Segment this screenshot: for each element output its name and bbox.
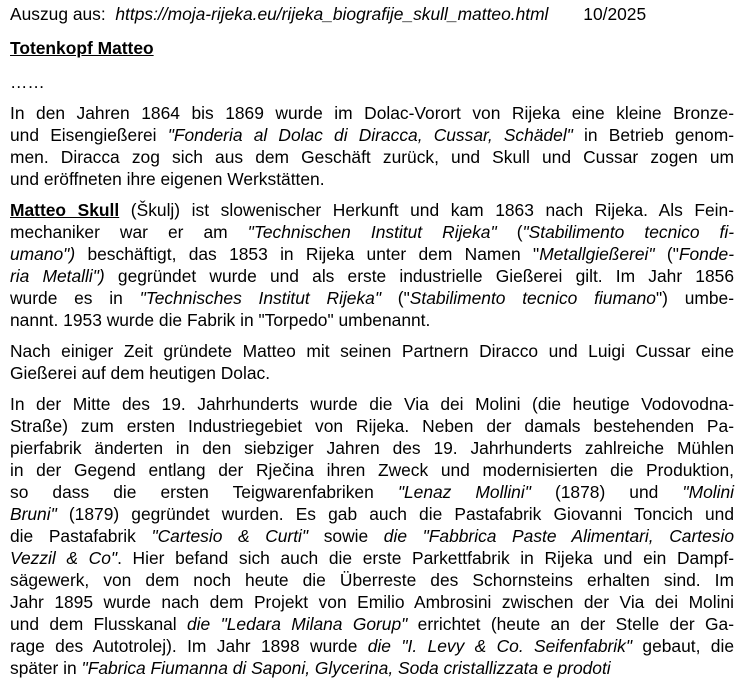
text-run: pierfabrik änderten in den siebziger Jahren des 19. Jahrhunderts zahlreiche Mühlen (10, 438, 734, 458)
italic-text: "Fabrica Fiumanna di Saponi, Glycerina, Soda cristallizzata e prodoti (81, 658, 611, 678)
text-run: Jahr 1895 wurde nach dem Projekt von Emilio Ambrosini zwischen der Via dei Molini (10, 592, 734, 612)
text-run: so dass die ersten Teigwarenfabriken (10, 482, 398, 502)
italic-text: Metallgießerei" (539, 244, 655, 264)
text-line (10, 199, 734, 221)
text-line (10, 657, 734, 679)
text-line (10, 503, 734, 525)
text-run: und dem Flusskanal (10, 614, 188, 634)
text-run: später in (10, 658, 82, 678)
italic-text: die "Ledara Milana Gorup" (187, 614, 408, 634)
text-run: sägewerk, von dem noch heute die Überreste des Schornsteins erhalten sind. Im (10, 570, 734, 590)
text-run: In den Jahren 1864 bis 1869 wurde im Dolac-Vorort von Rijeka eine kleine Bronze- (10, 103, 734, 123)
text-line (10, 591, 734, 613)
text-run: Straße) zum ersten Industriegebiet von Rijeka. Neben der damals bestehenden Pa- (10, 416, 734, 436)
italic-text: "Lenaz Mollini" (397, 482, 531, 502)
text-line (10, 243, 734, 265)
italic-text: "Molini (682, 482, 735, 502)
italic-text: Stabilimento tecnico fiumano (409, 288, 656, 308)
text-run: mechaniker war er am (10, 222, 248, 242)
paragraph (10, 340, 734, 384)
text-line (10, 613, 734, 635)
text-run: und eröffneten ihre eigenen Werkstätten. (10, 169, 325, 189)
document-page (10, 3, 734, 679)
text-line (10, 415, 734, 437)
text-run: wurde es in (10, 288, 140, 308)
text-line (10, 168, 734, 190)
text-line (10, 481, 734, 503)
text-run: rage des Autotrolej). Im Jahr 1898 wurde (10, 636, 368, 656)
text-line (10, 221, 734, 243)
page-title: Totenkopf Matteo (10, 38, 154, 58)
italic-text: "Technisches Institut Rijeka" (139, 288, 382, 308)
text-line (10, 547, 734, 569)
italic-text: "Fonderia al Dolac di Diracca, Cussar, Schädel" (167, 125, 573, 145)
text-line (10, 124, 734, 146)
italic-text: "Stabilimento tecnico fi- (522, 222, 735, 242)
text-run: in der Gegend entlang der Rječina ihren Zweck und modernisierten die Produktion, (10, 460, 734, 480)
text-line (10, 146, 734, 168)
text-run: (1879) gegründet wurden. Es gab auch die Pastafabrik Giovanni Toncich und (56, 504, 734, 524)
text-run: beschäftigt, das 1853 in Rijeka unter dem Namen " (75, 244, 540, 264)
italic-text: Bruni" (10, 504, 57, 524)
text-line (10, 340, 734, 362)
text-run: in Betrieb genom- (572, 125, 734, 145)
person-name: Matteo Skull (10, 200, 120, 220)
text-run: sowie (308, 526, 384, 546)
italic-text: die "Fabbrica Paste Alimentari, Cartesio (383, 526, 734, 546)
text-run: gebaut, die (632, 636, 734, 656)
text-run: ") umbe- (655, 288, 734, 308)
text-run: Gießerei auf dem heutigen Dolac. (10, 363, 271, 383)
text-run: gegründet wurde und als erste industrielle Gießerei gilt. Im Jahr 1856 (104, 266, 734, 286)
text-run: ( (496, 222, 523, 242)
italic-text: ria Metalli") (10, 266, 105, 286)
text-run: die Pastafabrik (10, 526, 152, 546)
text-run: men. Diracca zog sich aus dem Geschäft zurück, und Skull und Cussar zogen um (10, 147, 734, 167)
extract-date: 10/2025 (583, 4, 647, 24)
text-run: (1878) und (530, 482, 683, 502)
omission-ellipsis: …… (10, 72, 45, 92)
text-line (10, 265, 734, 287)
italic-text: Vezzil & Co" (10, 548, 118, 568)
source-header (10, 3, 734, 25)
source-prefix: Auszug aus: (10, 4, 106, 24)
text-line (10, 525, 734, 547)
text-run: . Hier befand sich auch die erste Parkettfabrik in Rijeka und ein Dampf- (117, 548, 735, 568)
source-url[interactable]: https://moja-rijeka.eu/rijeka_biografije_skull_matteo.html (115, 4, 549, 24)
text-line (10, 287, 734, 309)
text-run: In der Mitte des 19. Jahrhunderts wurde die Via dei Molini (die heutige Vodovodna- (10, 394, 734, 414)
text-run: (" (381, 288, 410, 308)
text-line (10, 362, 734, 384)
text-run: (Škulj) ist slowenischer Herkunft und kam 1863 nach Rijeka. Als Fein- (119, 200, 734, 220)
text-line (10, 437, 734, 459)
text-run: (" (654, 244, 679, 264)
italic-text: umano") (10, 244, 76, 264)
italic-text: die "I. Levy & Co. Seifenfabrik" (367, 636, 633, 656)
body-text (10, 102, 734, 679)
text-line (10, 459, 734, 481)
paragraph (10, 393, 734, 679)
text-run: errichtet (heute an der Stelle der Ga- (407, 614, 734, 634)
text-run: nannt. 1953 wurde die Fabrik in "Torpedo" umbenannt. (10, 310, 431, 330)
text-line (10, 393, 734, 415)
text-line (10, 102, 734, 124)
text-run: und Eisengießerei (10, 125, 168, 145)
paragraph (10, 199, 734, 331)
text-run: Nach einiger Zeit gründete Matteo mit seinen Partnern Diracco und Luigi Cussar eine (10, 341, 734, 361)
text-line (10, 635, 734, 657)
text-line (10, 569, 734, 591)
text-line (10, 309, 734, 331)
italic-text: Fonde- (678, 244, 734, 264)
paragraph (10, 102, 734, 190)
italic-text: "Cartesio & Curti" (151, 526, 309, 546)
italic-text: "Technischen Institut Rijeka" (247, 222, 497, 242)
